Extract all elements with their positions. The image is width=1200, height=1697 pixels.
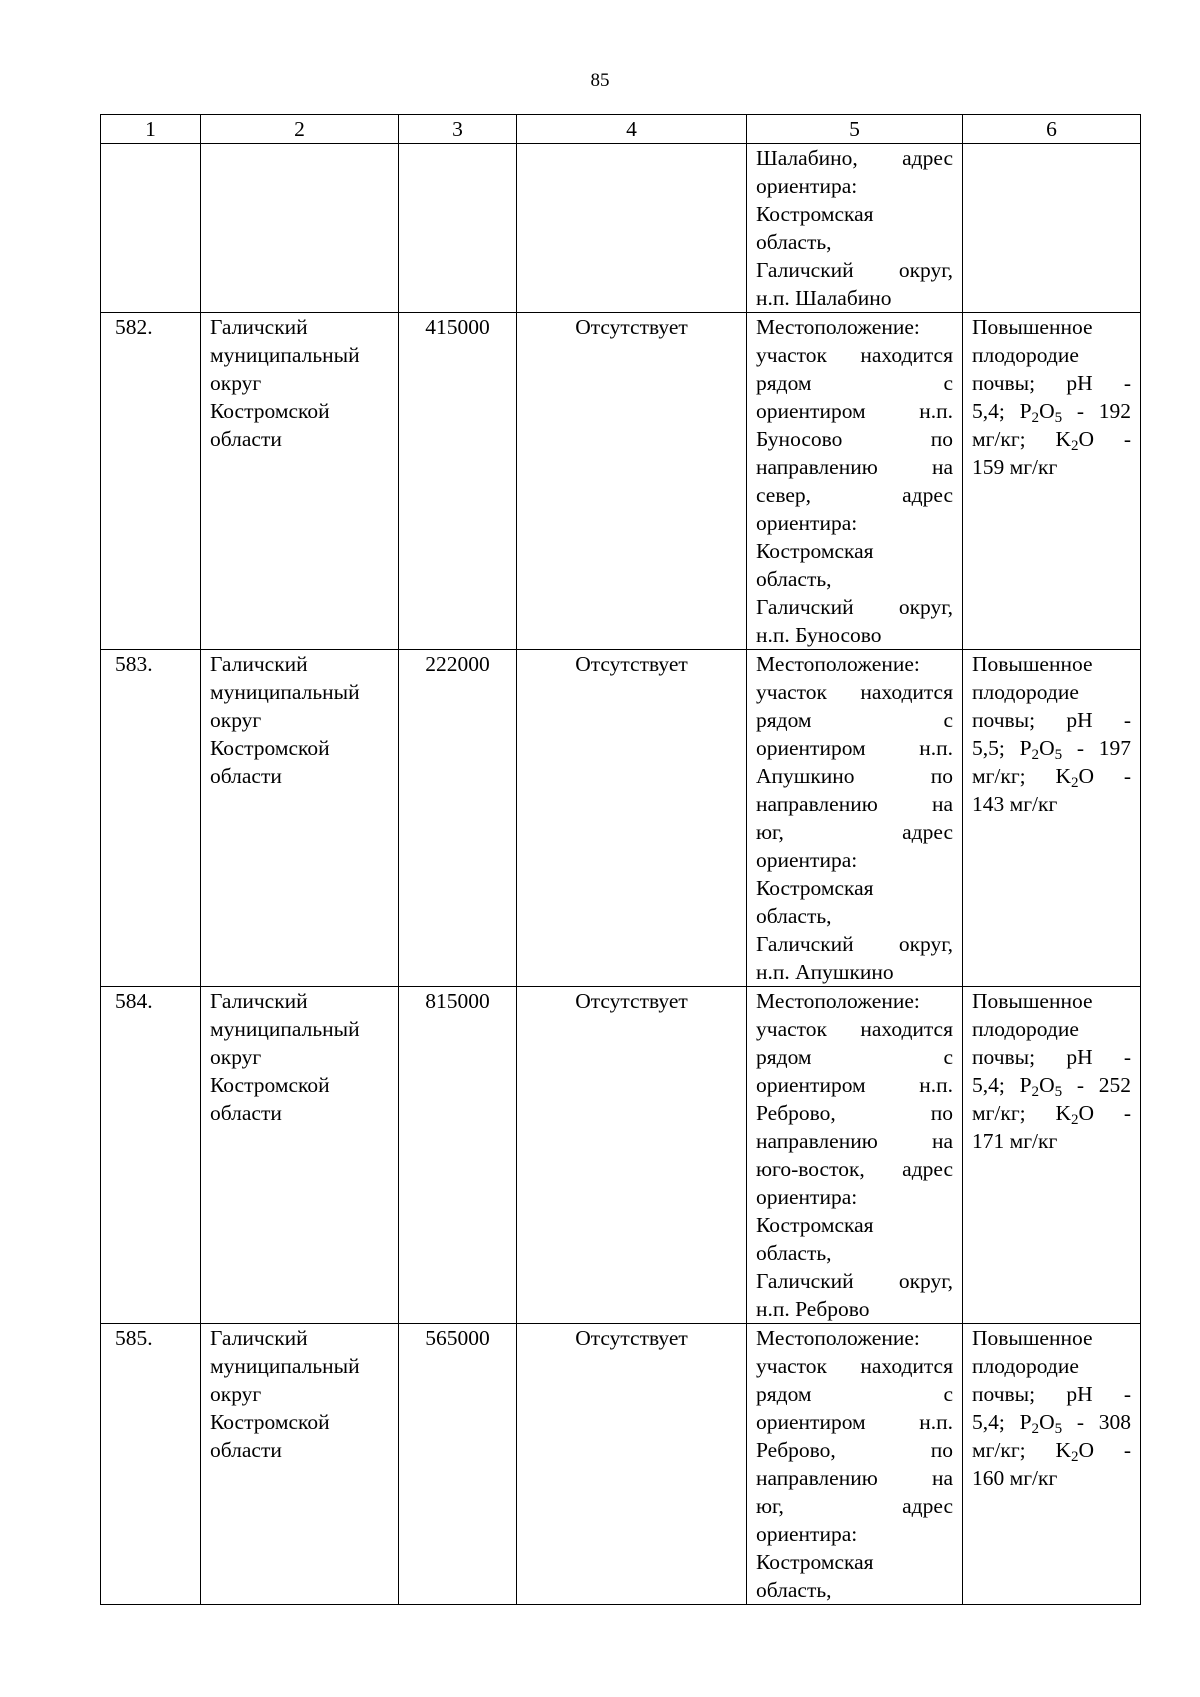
text-line: Костромской — [210, 399, 330, 423]
table-row — [101, 313, 1141, 650]
text-line: почвы; pH - — [972, 1382, 1131, 1406]
text-line: области — [210, 764, 282, 788]
soil-fertility-cell — [963, 313, 1141, 650]
text-line: ориентира: — [756, 1185, 858, 1209]
column-number-row — [101, 115, 1141, 144]
table-row — [101, 650, 1141, 987]
text-line: Буносово по — [756, 427, 953, 451]
text-line: округ — [210, 371, 262, 395]
text-line: север, адрес — [756, 483, 953, 507]
column-header-2: 2 — [201, 115, 399, 144]
text-line: участок находится — [756, 680, 953, 704]
text-line: муниципальный — [210, 1354, 360, 1378]
text-line: Галичский округ, — [756, 1269, 953, 1293]
text-line: 160 мг/кг — [972, 1466, 1058, 1490]
text-line: области — [210, 1101, 282, 1125]
text-line: ориентиром н.п. — [756, 736, 953, 760]
district-cell — [201, 650, 399, 987]
location-description-cell — [747, 650, 963, 987]
column-header-4: 4 — [517, 115, 747, 144]
text-line: н.п. Буносово — [756, 623, 882, 647]
row-number-cell: 585. — [101, 1324, 201, 1605]
potassium-line: мг/кг; $K_2O$ - — [972, 1101, 1131, 1128]
text-line: Галичский — [210, 989, 308, 1013]
text-line: направлению на — [756, 792, 953, 816]
row-number-cell: 582. — [101, 313, 201, 650]
text-line: область, — [756, 567, 832, 591]
text-line: Галичский — [210, 315, 308, 339]
table-row — [101, 987, 1141, 1324]
text-line: н.п. Реброво — [756, 1297, 870, 1321]
soil-fertility-cell — [963, 1324, 1141, 1605]
text-line: Повышенное — [972, 652, 1093, 676]
text-line: Реброво, по — [756, 1101, 953, 1125]
phosphorus-line: 5,4; $P_2O_5 - 252$ — [972, 1073, 1131, 1100]
text-line: муниципальный — [210, 1017, 360, 1041]
text-line: 143 мг/кг — [972, 792, 1058, 816]
table-cell — [399, 144, 517, 313]
text-line: муниципальный — [210, 343, 360, 367]
text-line: область, — [756, 1241, 832, 1265]
phosphorus-line: 5,4; $P_2O_5 - 192$ — [972, 399, 1131, 426]
phosphorus-line: 5,5; $P_2O_5 - 197$ — [972, 736, 1131, 763]
text-line: Галичский округ, — [756, 258, 953, 282]
area-cell: 222000 — [399, 650, 517, 987]
text-line: Костромская — [756, 1213, 874, 1237]
table-row — [101, 1324, 1141, 1605]
text-line: рядом с — [756, 1382, 953, 1406]
text-line: области — [210, 1438, 282, 1462]
text-line: Костромская — [756, 539, 874, 563]
text-line: ориентира: — [756, 848, 858, 872]
text-line: 171 мг/кг — [972, 1129, 1058, 1153]
text-line: ориентиром н.п. — [756, 1410, 953, 1434]
page-number: 85 — [590, 70, 610, 91]
land-plots-table — [100, 114, 1141, 1605]
table-cell — [517, 144, 747, 313]
text-line: юг, адрес — [756, 1494, 953, 1518]
text-line: Местоположение: — [756, 652, 920, 676]
text-line: ориентиром н.п. — [756, 399, 953, 423]
location-description-cell — [747, 1324, 963, 1605]
text-line: плодородие — [972, 1354, 1079, 1378]
text-line: плодородие — [972, 1017, 1079, 1041]
table-cell — [963, 144, 1141, 313]
text-line: Шалабино, адрес — [756, 146, 953, 170]
text-line: 159 мг/кг — [972, 455, 1058, 479]
text-line: плодородие — [972, 680, 1079, 704]
text-line: Костромской — [210, 1073, 330, 1097]
status-cell: Отсутствует — [517, 650, 747, 987]
text-line: Местоположение: — [756, 1326, 920, 1350]
text-line: округ — [210, 1045, 262, 1069]
continuation-row — [101, 144, 1141, 313]
text-line: рядом с — [756, 1045, 953, 1069]
text-line: муниципальный — [210, 680, 360, 704]
text-line: рядом с — [756, 371, 953, 395]
text-line: Костромская — [756, 202, 874, 226]
text-line: область, — [756, 230, 832, 254]
text-line: направлению на — [756, 1466, 953, 1490]
column-header-1: 1 — [101, 115, 201, 144]
text-line: почвы; pH - — [972, 1045, 1131, 1069]
text-line: Галичский — [210, 1326, 308, 1350]
text-line: Повышенное — [972, 315, 1093, 339]
location-description-cell — [747, 987, 963, 1324]
status-cell: Отсутствует — [517, 313, 747, 650]
location-description-cell — [747, 313, 963, 650]
district-cell — [201, 313, 399, 650]
text-line: ориентиром н.п. — [756, 1073, 953, 1097]
text-line: н.п. Апушкино — [756, 960, 894, 984]
text-line: Местоположение: — [756, 989, 920, 1013]
potassium-line: мг/кг; $K_2O$ - — [972, 427, 1131, 454]
text-line: области — [210, 427, 282, 451]
text-line: Галичский — [210, 652, 308, 676]
text-line: ориентира: — [756, 511, 858, 535]
text-line: почвы; pH - — [972, 708, 1131, 732]
area-cell: 565000 — [399, 1324, 517, 1605]
potassium-line: мг/кг; $K_2O$ - — [972, 1438, 1131, 1465]
text-line: рядом с — [756, 708, 953, 732]
area-cell: 815000 — [399, 987, 517, 1324]
text-line: Повышенное — [972, 989, 1093, 1013]
text-line: Костромская — [756, 876, 874, 900]
column-header-5: 5 — [747, 115, 963, 144]
text-line: почвы; pH - — [972, 371, 1131, 395]
text-line: Реброво, по — [756, 1438, 953, 1462]
text-line: область, — [756, 1578, 832, 1602]
table-cell — [201, 144, 399, 313]
soil-fertility-cell — [963, 987, 1141, 1324]
text-line: Повышенное — [972, 1326, 1093, 1350]
row-number-cell: 583. — [101, 650, 201, 987]
text-line: направлению на — [756, 455, 953, 479]
district-cell — [201, 1324, 399, 1605]
area-cell: 415000 — [399, 313, 517, 650]
text-line: область, — [756, 904, 832, 928]
text-line: юг, адрес — [756, 820, 953, 844]
status-cell: Отсутствует — [517, 1324, 747, 1605]
text-line: Костромской — [210, 736, 330, 760]
text-line: участок находится — [756, 1017, 953, 1041]
status-cell: Отсутствует — [517, 987, 747, 1324]
text-line: направлению на — [756, 1129, 953, 1153]
potassium-line: мг/кг; $K_2O$ - — [972, 764, 1131, 791]
row-number-cell: 584. — [101, 987, 201, 1324]
phosphorus-line: 5,4; $P_2O_5 - 308$ — [972, 1410, 1131, 1437]
text-line: участок находится — [756, 1354, 953, 1378]
text-line: Костромская — [756, 1550, 874, 1574]
text-line: участок находится — [756, 343, 953, 367]
text-line: Галичский округ, — [756, 932, 953, 956]
text-line: плодородие — [972, 343, 1079, 367]
text-line: юго-восток, адрес — [756, 1157, 953, 1181]
text-line: Костромской — [210, 1410, 330, 1434]
location-description-cell — [747, 144, 963, 313]
column-header-6: 6 — [963, 115, 1141, 144]
column-header-3: 3 — [399, 115, 517, 144]
soil-fertility-cell — [963, 650, 1141, 987]
table-cell — [101, 144, 201, 313]
text-line: округ — [210, 708, 262, 732]
text-line: округ — [210, 1382, 262, 1406]
text-line: ориентира: — [756, 174, 858, 198]
text-line: Местоположение: — [756, 315, 920, 339]
text-line: Галичский округ, — [756, 595, 953, 619]
text-line: Апушкино по — [756, 764, 953, 788]
district-cell — [201, 987, 399, 1324]
text-line: ориентира: — [756, 1522, 858, 1546]
text-line: н.п. Шалабино — [756, 286, 892, 310]
